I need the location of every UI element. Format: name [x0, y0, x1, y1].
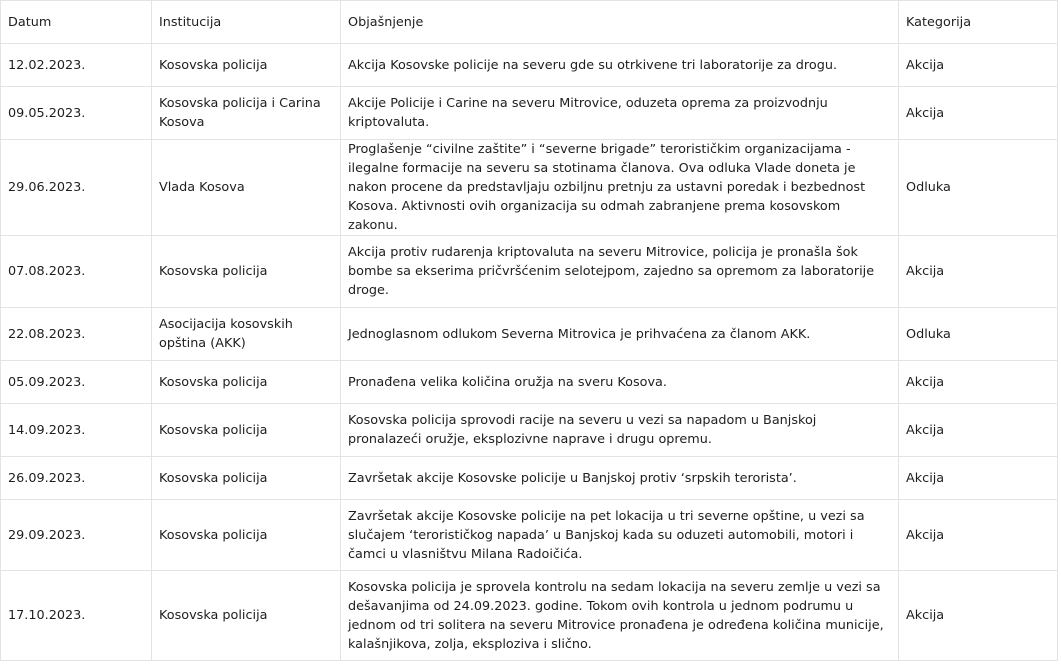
cell-objasnjenje: Kosovska policija sprovodi racije na severu u vezi sa napadom u Banjskoj pronalazeći oružje, eksplozivne naprave i drugu opremu. — [341, 404, 899, 457]
table-row — [1, 571, 1058, 661]
cell-objasnjenje: Pronađena velika količina oružja na sveru Kosova. — [341, 361, 899, 404]
cell-institucija: Asocijacija kosovskih opština (AKK) — [152, 308, 341, 361]
cell-kategorija: Akcija — [899, 457, 1058, 500]
cell-kategorija: Akcija — [899, 236, 1058, 308]
table-header-row — [1, 1, 1058, 44]
cell-kategorija: Akcija — [899, 571, 1058, 661]
table-row — [1, 87, 1058, 140]
cell-objasnjenje: Akcija protiv rudarenja kriptovaluta na severu Mitrovice, policija je pronašla šok bombe sa ekserima pričvršćenim selotejpom, zajedno sa opremom za laboratorije droge. — [341, 236, 899, 308]
header-kategorija: Kategorija — [899, 1, 1058, 44]
cell-datum: 12.02.2023. — [1, 44, 152, 87]
cell-institucija: Kosovska policija — [152, 236, 341, 308]
cell-datum: 29.09.2023. — [1, 500, 152, 571]
cell-kategorija: Akcija — [899, 500, 1058, 571]
cell-institucija: Kosovska policija i Carina Kosova — [152, 87, 341, 140]
cell-objasnjenje: Akcije Policije i Carine na severu Mitrovice, oduzeta oprema za proizvodnju kriptovaluta. — [341, 87, 899, 140]
cell-institucija: Vlada Kosova — [152, 140, 341, 236]
cell-institucija: Kosovska policija — [152, 404, 341, 457]
table-row — [1, 404, 1058, 457]
cell-datum: 07.08.2023. — [1, 236, 152, 308]
cell-institucija: Kosovska policija — [152, 500, 341, 571]
table-row — [1, 140, 1058, 236]
cell-kategorija: Akcija — [899, 361, 1058, 404]
cell-objasnjenje: Završetak akcije Kosovske policije na pet lokacija u tri severne opštine, u vezi sa slučajem ‘terorističkog napada’ u Banjskoj kada su oduzeti automobili, motori i čamci u vlasništvu Milana Radoičića. — [341, 500, 899, 571]
cell-datum: 26.09.2023. — [1, 457, 152, 500]
cell-kategorija: Akcija — [899, 87, 1058, 140]
cell-institucija: Kosovska policija — [152, 457, 341, 500]
cell-objasnjenje: Završetak akcije Kosovske policije u Banjskoj protiv ‘srpskih terorista’. — [341, 457, 899, 500]
cell-institucija: Kosovska policija — [152, 571, 341, 661]
table-row — [1, 236, 1058, 308]
table-row — [1, 308, 1058, 361]
cell-datum: 22.08.2023. — [1, 308, 152, 361]
table-row — [1, 44, 1058, 87]
cell-kategorija: Akcija — [899, 44, 1058, 87]
header-objasnjenje: Objašnjenje — [341, 1, 899, 44]
table-row — [1, 361, 1058, 404]
cell-datum: 09.05.2023. — [1, 87, 152, 140]
cell-objasnjenje: Jednoglasnom odlukom Severna Mitrovica je prihvaćena za članom AKK. — [341, 308, 899, 361]
header-institucija: Institucija — [152, 1, 341, 44]
cell-kategorija: Odluka — [899, 308, 1058, 361]
cell-datum: 17.10.2023. — [1, 571, 152, 661]
cell-kategorija: Odluka — [899, 140, 1058, 236]
header-datum: Datum — [1, 1, 152, 44]
cell-institucija: Kosovska policija — [152, 44, 341, 87]
cell-datum: 29.06.2023. — [1, 140, 152, 236]
cell-objasnjenje: Akcija Kosovske policije na severu gde su otrkivene tri laboratorije za drogu. — [341, 44, 899, 87]
cell-objasnjenje: Kosovska policija je sprovela kontrolu na sedam lokacija na severu zemlje u vezi sa dešavanjima od 24.09.2023. godine. Tokom ovih kontrola u jednom podrumu u jednom od tri solitera na severu Mitrovice pronađena je određena količina municije, kalašnjikova, zolja, eksploziva i slično. — [341, 571, 899, 661]
table-row — [1, 457, 1058, 500]
cell-institucija: Kosovska policija — [152, 361, 341, 404]
cell-objasnjenje: Proglašenje “civilne zaštite” i “severne brigade” terorističkim organizacijama - ilegalne formacije na severu sa stotinama članova. Ova odluka Vlade doneta je nakon procene da predstavljaju ozbiljnu pretnju za ustavni poredak i bezbednost Kosova. Aktivnosti ovih organizacija su odmah zabranjene prema kosovskom zakonu. — [341, 140, 899, 236]
table-row — [1, 500, 1058, 571]
cell-kategorija: Akcija — [899, 404, 1058, 457]
cell-datum: 05.09.2023. — [1, 361, 152, 404]
cell-datum: 14.09.2023. — [1, 404, 152, 457]
